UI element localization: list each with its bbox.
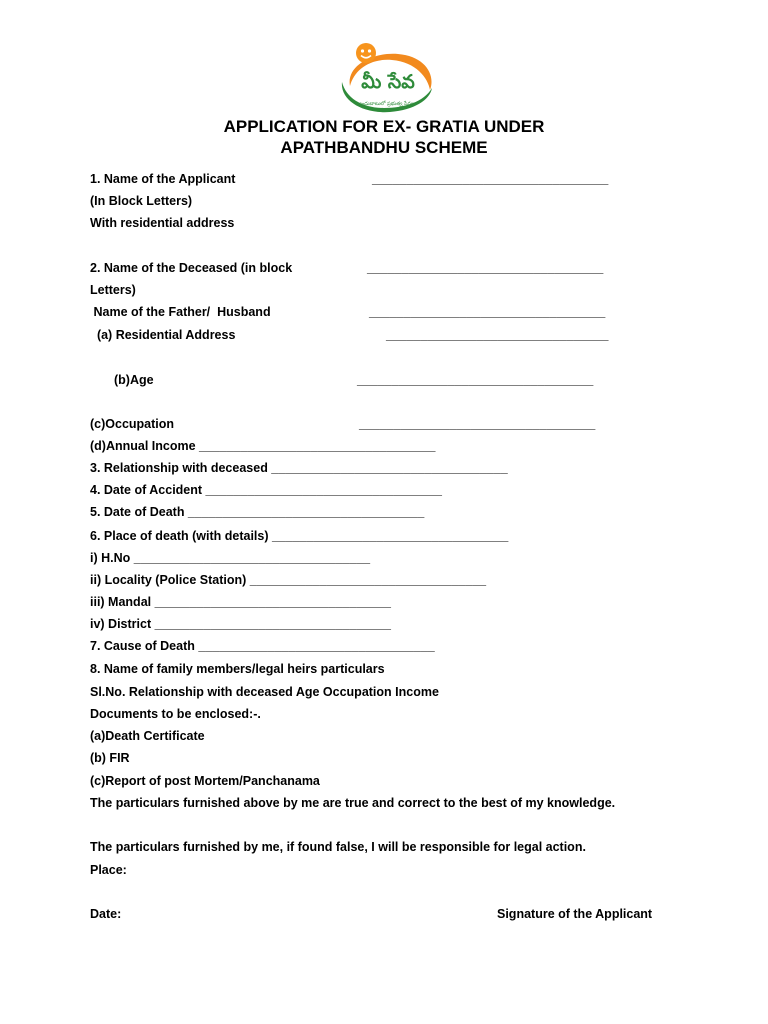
mee-seva-logo (332, 38, 440, 116)
age-blank: __________________________________ (357, 373, 594, 387)
father-husband-label: Name of the Father/ Husband (90, 305, 271, 319)
mandal-line: iii) Mandal __________________________________ (90, 595, 391, 609)
residential-address-blank: ________________________________ (386, 328, 609, 342)
place-of-death-line: 6. Place of death (with details) __________________________________ (90, 529, 509, 543)
form-title-line-1: APPLICATION FOR EX- GRATIA UNDER (223, 117, 545, 136)
deceased-letters-label: Letters) (90, 283, 136, 297)
form-title-line-2: APATHBANDHU SCHEME (280, 138, 488, 157)
smiley-icon (356, 43, 376, 63)
cause-of-death-line: 7. Cause of Death __________________________________ (90, 639, 435, 653)
house-number-line: i) H.No __________________________________ (90, 551, 371, 565)
logo-tagline: అందుబాటులో ప్రభుత్వ సేవలు (357, 101, 417, 107)
date-of-accident-line: 4. Date of Accident __________________________________ (90, 483, 442, 497)
family-members-heading: 8. Name of family members/legal heirs particulars (90, 662, 385, 676)
district-line: iv) District __________________________________ (90, 617, 391, 631)
deceased-name-blank: __________________________________ (367, 261, 604, 275)
document-death-certificate: (a)Death Certificate (90, 729, 205, 743)
applicant-name-label: 1. Name of the Applicant (90, 172, 236, 186)
father-husband-blank: __________________________________ (369, 305, 606, 319)
locality-line: ii) Locality (Police Station) __________________________________ (90, 573, 487, 587)
applicant-name-blank: __________________________________ (372, 172, 609, 186)
document-fir: (b) FIR (90, 751, 130, 765)
occupation-label: (c)Occupation (90, 417, 175, 431)
block-letters-note: (In Block Letters) (90, 194, 193, 208)
age-label: (b)Age (114, 373, 154, 387)
date-of-death-line: 5. Date of Death __________________________________ (90, 505, 425, 519)
document-post-mortem: (c)Report of post Mortem/Panchanama (90, 774, 320, 788)
residential-address-note: With residential address (90, 216, 235, 230)
date-label: Date: (90, 907, 122, 921)
signature-label: Signature of the Applicant (497, 907, 653, 921)
declaration-true-statement: The particulars furnished above by me are true and correct to the best of my knowledge. (90, 796, 616, 810)
documents-heading: Documents to be enclosed:-. (90, 707, 261, 721)
occupation-blank: __________________________________ (359, 417, 596, 431)
heirs-table-header: Sl.No. Relationship with deceased Age Occupation Income (90, 685, 439, 699)
declaration-legal-action: The particulars furnished by me, if found false, I will be responsible for legal action. (90, 840, 586, 854)
deceased-name-label: 2. Name of the Deceased (in block (90, 261, 293, 275)
residential-address-label: (a) Residential Address (90, 328, 236, 342)
annual-income-line: (d)Annual Income __________________________________ (90, 439, 436, 453)
relationship-line: 3. Relationship with deceased __________________________________ (90, 461, 508, 475)
place-label: Place: (90, 863, 127, 877)
logo-script-text: మీ సేవ (361, 71, 415, 93)
